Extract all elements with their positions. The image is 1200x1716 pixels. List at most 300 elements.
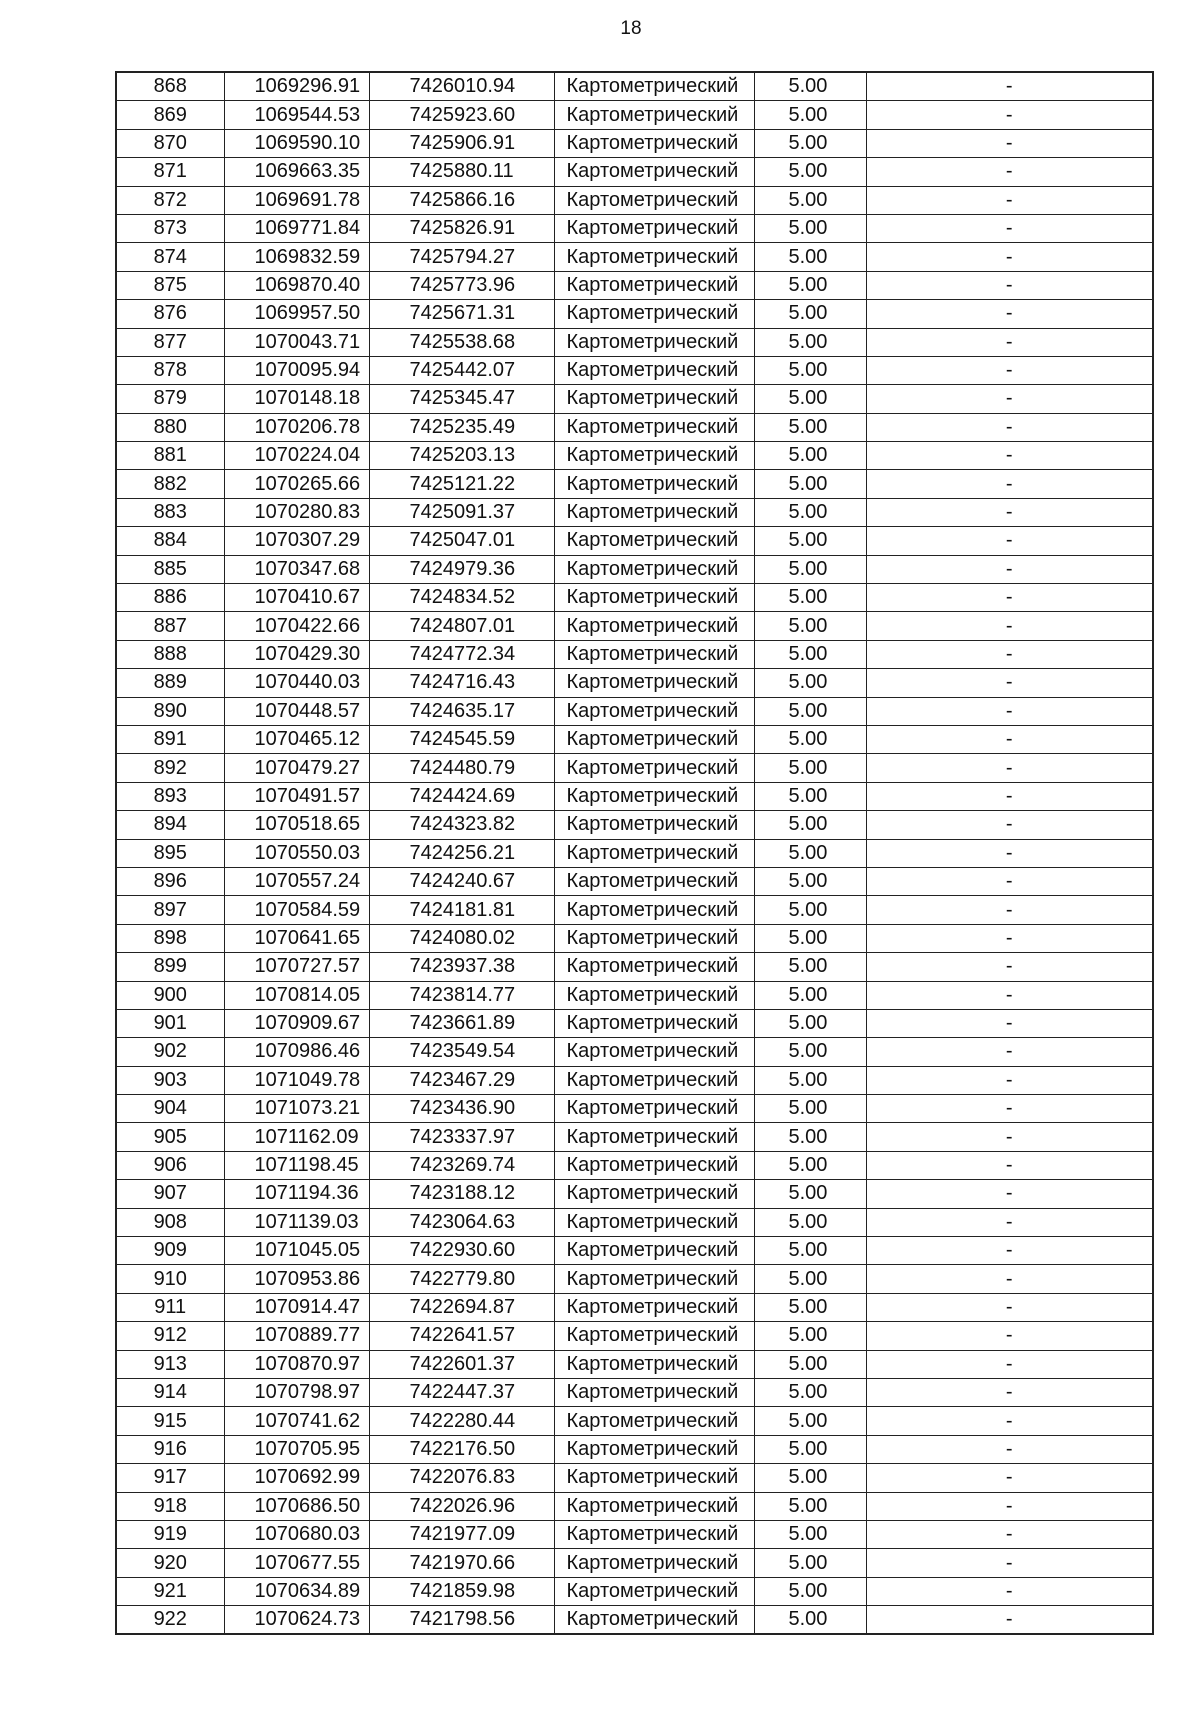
point-number-cell: 887 xyxy=(116,612,224,640)
table-row xyxy=(116,101,1153,129)
table-row xyxy=(116,1492,1153,1520)
x-coordinate-cell: 1071198.45 xyxy=(224,1151,369,1179)
table-row xyxy=(116,1549,1153,1577)
x-coordinate-cell: 1070465.12 xyxy=(224,725,369,753)
y-coordinate-cell: 7425923.60 xyxy=(369,101,554,129)
note-cell: - xyxy=(866,1435,1153,1463)
point-number-cell: 878 xyxy=(116,356,224,384)
x-coordinate-cell: 1069544.53 xyxy=(224,101,369,129)
method-cell: Картометрический xyxy=(554,640,754,668)
point-number-cell: 903 xyxy=(116,1066,224,1094)
note-cell: - xyxy=(866,300,1153,328)
table-row xyxy=(116,1435,1153,1463)
accuracy-cell: 5.00 xyxy=(754,1151,866,1179)
method-cell: Картометрический xyxy=(554,186,754,214)
accuracy-cell: 5.00 xyxy=(754,1464,866,1492)
accuracy-cell: 5.00 xyxy=(754,1066,866,1094)
y-coordinate-cell: 7422176.50 xyxy=(369,1435,554,1463)
table-row xyxy=(116,1520,1153,1548)
point-number-cell: 912 xyxy=(116,1322,224,1350)
y-coordinate-cell: 7424635.17 xyxy=(369,697,554,725)
note-cell: - xyxy=(866,328,1153,356)
accuracy-cell: 5.00 xyxy=(754,527,866,555)
y-coordinate-cell: 7424716.43 xyxy=(369,669,554,697)
y-coordinate-cell: 7424323.82 xyxy=(369,811,554,839)
note-cell: - xyxy=(866,129,1153,157)
y-coordinate-cell: 7423814.77 xyxy=(369,981,554,1009)
table-row xyxy=(116,72,1153,101)
method-cell: Картометрический xyxy=(554,1293,754,1321)
table-row xyxy=(116,1577,1153,1605)
method-cell: Картометрический xyxy=(554,981,754,1009)
accuracy-cell: 5.00 xyxy=(754,101,866,129)
point-number-cell: 883 xyxy=(116,498,224,526)
accuracy-cell: 5.00 xyxy=(754,839,866,867)
x-coordinate-cell: 1070680.03 xyxy=(224,1520,369,1548)
point-number-cell: 875 xyxy=(116,271,224,299)
table-row xyxy=(116,300,1153,328)
x-coordinate-cell: 1070307.29 xyxy=(224,527,369,555)
point-number-cell: 907 xyxy=(116,1180,224,1208)
x-coordinate-cell: 1070914.47 xyxy=(224,1293,369,1321)
method-cell: Картометрический xyxy=(554,867,754,895)
method-cell: Картометрический xyxy=(554,697,754,725)
point-number-cell: 891 xyxy=(116,725,224,753)
note-cell: - xyxy=(866,1009,1153,1037)
method-cell: Картометрический xyxy=(554,811,754,839)
x-coordinate-cell: 1071073.21 xyxy=(224,1095,369,1123)
table-row xyxy=(116,754,1153,782)
note-cell: - xyxy=(866,1095,1153,1123)
x-coordinate-cell: 1070798.97 xyxy=(224,1378,369,1406)
method-cell: Картометрический xyxy=(554,1407,754,1435)
x-coordinate-cell: 1070148.18 xyxy=(224,385,369,413)
note-cell: - xyxy=(866,981,1153,1009)
x-coordinate-cell: 1069957.50 xyxy=(224,300,369,328)
point-number-cell: 890 xyxy=(116,697,224,725)
table-row xyxy=(116,782,1153,810)
note-cell: - xyxy=(866,1293,1153,1321)
note-cell: - xyxy=(866,101,1153,129)
accuracy-cell: 5.00 xyxy=(754,1520,866,1548)
note-cell: - xyxy=(866,1123,1153,1151)
accuracy-cell: 5.00 xyxy=(754,867,866,895)
table-row xyxy=(116,1038,1153,1066)
method-cell: Картометрический xyxy=(554,527,754,555)
method-cell: Картометрический xyxy=(554,896,754,924)
accuracy-cell: 5.00 xyxy=(754,186,866,214)
y-coordinate-cell: 7425866.16 xyxy=(369,186,554,214)
y-coordinate-cell: 7424424.69 xyxy=(369,782,554,810)
table-row xyxy=(116,1066,1153,1094)
y-coordinate-cell: 7423269.74 xyxy=(369,1151,554,1179)
y-coordinate-cell: 7424480.79 xyxy=(369,754,554,782)
table-row xyxy=(116,1350,1153,1378)
accuracy-cell: 5.00 xyxy=(754,300,866,328)
point-number-cell: 911 xyxy=(116,1293,224,1321)
point-number-cell: 917 xyxy=(116,1464,224,1492)
y-coordinate-cell: 7425826.91 xyxy=(369,214,554,242)
point-number-cell: 877 xyxy=(116,328,224,356)
table-row xyxy=(116,442,1153,470)
method-cell: Картометрический xyxy=(554,1322,754,1350)
point-number-cell: 908 xyxy=(116,1208,224,1236)
x-coordinate-cell: 1070741.62 xyxy=(224,1407,369,1435)
accuracy-cell: 5.00 xyxy=(754,328,866,356)
point-number-cell: 915 xyxy=(116,1407,224,1435)
x-coordinate-cell: 1069663.35 xyxy=(224,158,369,186)
y-coordinate-cell: 7424545.59 xyxy=(369,725,554,753)
method-cell: Картометрический xyxy=(554,214,754,242)
accuracy-cell: 5.00 xyxy=(754,1208,866,1236)
y-coordinate-cell: 7425121.22 xyxy=(369,470,554,498)
y-coordinate-cell: 7425671.31 xyxy=(369,300,554,328)
method-cell: Картометрический xyxy=(554,1151,754,1179)
table-row xyxy=(116,1151,1153,1179)
accuracy-cell: 5.00 xyxy=(754,214,866,242)
y-coordinate-cell: 7423337.97 xyxy=(369,1123,554,1151)
method-cell: Картометрический xyxy=(554,1520,754,1548)
note-cell: - xyxy=(866,1237,1153,1265)
point-number-cell: 899 xyxy=(116,953,224,981)
method-cell: Картометрический xyxy=(554,1038,754,1066)
x-coordinate-cell: 1069832.59 xyxy=(224,243,369,271)
table-row xyxy=(116,725,1153,753)
table-row xyxy=(116,527,1153,555)
x-coordinate-cell: 1070584.59 xyxy=(224,896,369,924)
coordinates-table-body xyxy=(116,72,1153,1634)
accuracy-cell: 5.00 xyxy=(754,1549,866,1577)
table-row xyxy=(116,1123,1153,1151)
table-row xyxy=(116,1322,1153,1350)
y-coordinate-cell: 7422026.96 xyxy=(369,1492,554,1520)
note-cell: - xyxy=(866,186,1153,214)
note-cell: - xyxy=(866,1066,1153,1094)
y-coordinate-cell: 7422930.60 xyxy=(369,1237,554,1265)
note-cell: - xyxy=(866,811,1153,839)
accuracy-cell: 5.00 xyxy=(754,640,866,668)
table-row xyxy=(116,669,1153,697)
y-coordinate-cell: 7426010.94 xyxy=(369,72,554,101)
y-coordinate-cell: 7425794.27 xyxy=(369,243,554,271)
y-coordinate-cell: 7423467.29 xyxy=(369,1066,554,1094)
x-coordinate-cell: 1070909.67 xyxy=(224,1009,369,1037)
y-coordinate-cell: 7422641.57 xyxy=(369,1322,554,1350)
accuracy-cell: 5.00 xyxy=(754,1265,866,1293)
accuracy-cell: 5.00 xyxy=(754,811,866,839)
accuracy-cell: 5.00 xyxy=(754,356,866,384)
x-coordinate-cell: 1070429.30 xyxy=(224,640,369,668)
point-number-cell: 898 xyxy=(116,924,224,952)
point-number-cell: 921 xyxy=(116,1577,224,1605)
note-cell: - xyxy=(866,413,1153,441)
method-cell: Картометрический xyxy=(554,1378,754,1406)
accuracy-cell: 5.00 xyxy=(754,1237,866,1265)
y-coordinate-cell: 7425203.13 xyxy=(369,442,554,470)
method-cell: Картометрический xyxy=(554,953,754,981)
x-coordinate-cell: 1070265.66 xyxy=(224,470,369,498)
point-number-cell: 897 xyxy=(116,896,224,924)
table-row xyxy=(116,555,1153,583)
note-cell: - xyxy=(866,385,1153,413)
x-coordinate-cell: 1069870.40 xyxy=(224,271,369,299)
note-cell: - xyxy=(866,72,1153,101)
x-coordinate-cell: 1070347.68 xyxy=(224,555,369,583)
note-cell: - xyxy=(866,1208,1153,1236)
x-coordinate-cell: 1070986.46 xyxy=(224,1038,369,1066)
method-cell: Картометрический xyxy=(554,1464,754,1492)
note-cell: - xyxy=(866,1322,1153,1350)
y-coordinate-cell: 7424772.34 xyxy=(369,640,554,668)
accuracy-cell: 5.00 xyxy=(754,896,866,924)
note-cell: - xyxy=(866,470,1153,498)
x-coordinate-cell: 1070518.65 xyxy=(224,811,369,839)
method-cell: Картометрический xyxy=(554,782,754,810)
note-cell: - xyxy=(866,214,1153,242)
y-coordinate-cell: 7423549.54 xyxy=(369,1038,554,1066)
method-cell: Картометрический xyxy=(554,1009,754,1037)
method-cell: Картометрический xyxy=(554,1123,754,1151)
method-cell: Картометрический xyxy=(554,129,754,157)
table-row xyxy=(116,1464,1153,1492)
x-coordinate-cell: 1070280.83 xyxy=(224,498,369,526)
x-coordinate-cell: 1070624.73 xyxy=(224,1606,369,1635)
point-number-cell: 876 xyxy=(116,300,224,328)
x-coordinate-cell: 1070686.50 xyxy=(224,1492,369,1520)
table-row xyxy=(116,214,1153,242)
note-cell: - xyxy=(866,754,1153,782)
x-coordinate-cell: 1071139.03 xyxy=(224,1208,369,1236)
x-coordinate-cell: 1070727.57 xyxy=(224,953,369,981)
y-coordinate-cell: 7422694.87 xyxy=(369,1293,554,1321)
point-number-cell: 896 xyxy=(116,867,224,895)
method-cell: Картометрический xyxy=(554,612,754,640)
method-cell: Картометрический xyxy=(554,1549,754,1577)
x-coordinate-cell: 1070677.55 xyxy=(224,1549,369,1577)
y-coordinate-cell: 7425345.47 xyxy=(369,385,554,413)
table-row xyxy=(116,867,1153,895)
method-cell: Картометрический xyxy=(554,1492,754,1520)
note-cell: - xyxy=(866,953,1153,981)
point-number-cell: 916 xyxy=(116,1435,224,1463)
note-cell: - xyxy=(866,271,1153,299)
accuracy-cell: 5.00 xyxy=(754,697,866,725)
table-row xyxy=(116,186,1153,214)
point-number-cell: 909 xyxy=(116,1237,224,1265)
method-cell: Картометрический xyxy=(554,839,754,867)
x-coordinate-cell: 1070224.04 xyxy=(224,442,369,470)
point-number-cell: 888 xyxy=(116,640,224,668)
table-row xyxy=(116,1606,1153,1635)
x-coordinate-cell: 1071049.78 xyxy=(224,1066,369,1094)
x-coordinate-cell: 1070557.24 xyxy=(224,867,369,895)
table-row xyxy=(116,470,1153,498)
note-cell: - xyxy=(866,1350,1153,1378)
point-number-cell: 913 xyxy=(116,1350,224,1378)
note-cell: - xyxy=(866,1549,1153,1577)
accuracy-cell: 5.00 xyxy=(754,1095,866,1123)
table-row xyxy=(116,924,1153,952)
method-cell: Картометрический xyxy=(554,924,754,952)
point-number-cell: 880 xyxy=(116,413,224,441)
y-coordinate-cell: 7425047.01 xyxy=(369,527,554,555)
method-cell: Картометрический xyxy=(554,356,754,384)
x-coordinate-cell: 1070692.99 xyxy=(224,1464,369,1492)
table-row xyxy=(116,413,1153,441)
method-cell: Картометрический xyxy=(554,300,754,328)
y-coordinate-cell: 7425442.07 xyxy=(369,356,554,384)
method-cell: Картометрический xyxy=(554,1208,754,1236)
method-cell: Картометрический xyxy=(554,385,754,413)
note-cell: - xyxy=(866,442,1153,470)
method-cell: Картометрический xyxy=(554,413,754,441)
accuracy-cell: 5.00 xyxy=(754,1038,866,1066)
table-row xyxy=(116,1180,1153,1208)
point-number-cell: 870 xyxy=(116,129,224,157)
x-coordinate-cell: 1070870.97 xyxy=(224,1350,369,1378)
table-row xyxy=(116,839,1153,867)
table-row xyxy=(116,697,1153,725)
note-cell: - xyxy=(866,924,1153,952)
point-number-cell: 918 xyxy=(116,1492,224,1520)
x-coordinate-cell: 1070705.95 xyxy=(224,1435,369,1463)
point-number-cell: 902 xyxy=(116,1038,224,1066)
table-row xyxy=(116,981,1153,1009)
point-number-cell: 892 xyxy=(116,754,224,782)
table-row xyxy=(116,1237,1153,1265)
accuracy-cell: 5.00 xyxy=(754,754,866,782)
accuracy-cell: 5.00 xyxy=(754,243,866,271)
note-cell: - xyxy=(866,1265,1153,1293)
point-number-cell: 920 xyxy=(116,1549,224,1577)
point-number-cell: 881 xyxy=(116,442,224,470)
table-row xyxy=(116,612,1153,640)
accuracy-cell: 5.00 xyxy=(754,498,866,526)
point-number-cell: 882 xyxy=(116,470,224,498)
note-cell: - xyxy=(866,896,1153,924)
point-number-cell: 889 xyxy=(116,669,224,697)
x-coordinate-cell: 1070889.77 xyxy=(224,1322,369,1350)
method-cell: Картометрический xyxy=(554,1577,754,1605)
x-coordinate-cell: 1070479.27 xyxy=(224,754,369,782)
point-number-cell: 879 xyxy=(116,385,224,413)
note-cell: - xyxy=(866,555,1153,583)
accuracy-cell: 5.00 xyxy=(754,1350,866,1378)
method-cell: Картометрический xyxy=(554,328,754,356)
method-cell: Картометрический xyxy=(554,1237,754,1265)
point-number-cell: 885 xyxy=(116,555,224,583)
y-coordinate-cell: 7421977.09 xyxy=(369,1520,554,1548)
method-cell: Картометрический xyxy=(554,1435,754,1463)
point-number-cell: 919 xyxy=(116,1520,224,1548)
accuracy-cell: 5.00 xyxy=(754,1123,866,1151)
x-coordinate-cell: 1070422.66 xyxy=(224,612,369,640)
accuracy-cell: 5.00 xyxy=(754,1492,866,1520)
note-cell: - xyxy=(866,612,1153,640)
table-row xyxy=(116,1378,1153,1406)
accuracy-cell: 5.00 xyxy=(754,385,866,413)
accuracy-cell: 5.00 xyxy=(754,1293,866,1321)
table-row xyxy=(116,129,1153,157)
y-coordinate-cell: 7422447.37 xyxy=(369,1378,554,1406)
accuracy-cell: 5.00 xyxy=(754,158,866,186)
note-cell: - xyxy=(866,1180,1153,1208)
table-row xyxy=(116,356,1153,384)
page-number: 18 xyxy=(620,18,642,39)
point-number-cell: 886 xyxy=(116,584,224,612)
x-coordinate-cell: 1069590.10 xyxy=(224,129,369,157)
point-number-cell: 872 xyxy=(116,186,224,214)
x-coordinate-cell: 1070634.89 xyxy=(224,1577,369,1605)
point-number-cell: 884 xyxy=(116,527,224,555)
method-cell: Картометрический xyxy=(554,555,754,583)
point-number-cell: 869 xyxy=(116,101,224,129)
method-cell: Картометрический xyxy=(554,1180,754,1208)
x-coordinate-cell: 1070814.05 xyxy=(224,981,369,1009)
table-row xyxy=(116,328,1153,356)
note-cell: - xyxy=(866,158,1153,186)
y-coordinate-cell: 7423436.90 xyxy=(369,1095,554,1123)
y-coordinate-cell: 7424834.52 xyxy=(369,584,554,612)
note-cell: - xyxy=(866,782,1153,810)
accuracy-cell: 5.00 xyxy=(754,1606,866,1635)
table-row xyxy=(116,1208,1153,1236)
point-number-cell: 901 xyxy=(116,1009,224,1037)
point-number-cell: 873 xyxy=(116,214,224,242)
method-cell: Картометрический xyxy=(554,243,754,271)
accuracy-cell: 5.00 xyxy=(754,782,866,810)
x-coordinate-cell: 1070550.03 xyxy=(224,839,369,867)
accuracy-cell: 5.00 xyxy=(754,1322,866,1350)
point-number-cell: 893 xyxy=(116,782,224,810)
accuracy-cell: 5.00 xyxy=(754,1407,866,1435)
table-row xyxy=(116,1095,1153,1123)
point-number-cell: 900 xyxy=(116,981,224,1009)
point-number-cell: 895 xyxy=(116,839,224,867)
accuracy-cell: 5.00 xyxy=(754,1180,866,1208)
accuracy-cell: 5.00 xyxy=(754,129,866,157)
y-coordinate-cell: 7421798.56 xyxy=(369,1606,554,1635)
accuracy-cell: 5.00 xyxy=(754,584,866,612)
accuracy-cell: 5.00 xyxy=(754,953,866,981)
accuracy-cell: 5.00 xyxy=(754,555,866,583)
x-coordinate-cell: 1069691.78 xyxy=(224,186,369,214)
note-cell: - xyxy=(866,1038,1153,1066)
note-cell: - xyxy=(866,356,1153,384)
note-cell: - xyxy=(866,498,1153,526)
accuracy-cell: 5.00 xyxy=(754,669,866,697)
table-row xyxy=(116,498,1153,526)
table-row xyxy=(116,1265,1153,1293)
accuracy-cell: 5.00 xyxy=(754,442,866,470)
table-row xyxy=(116,811,1153,839)
y-coordinate-cell: 7424181.81 xyxy=(369,896,554,924)
y-coordinate-cell: 7423937.38 xyxy=(369,953,554,981)
note-cell: - xyxy=(866,1492,1153,1520)
method-cell: Картометрический xyxy=(554,271,754,299)
y-coordinate-cell: 7424979.36 xyxy=(369,555,554,583)
method-cell: Картометрический xyxy=(554,158,754,186)
table-row xyxy=(116,640,1153,668)
note-cell: - xyxy=(866,1378,1153,1406)
y-coordinate-cell: 7423188.12 xyxy=(369,1180,554,1208)
table-row xyxy=(116,243,1153,271)
note-cell: - xyxy=(866,527,1153,555)
method-cell: Картометрический xyxy=(554,101,754,129)
point-number-cell: 868 xyxy=(116,72,224,101)
method-cell: Картометрический xyxy=(554,470,754,498)
accuracy-cell: 5.00 xyxy=(754,725,866,753)
